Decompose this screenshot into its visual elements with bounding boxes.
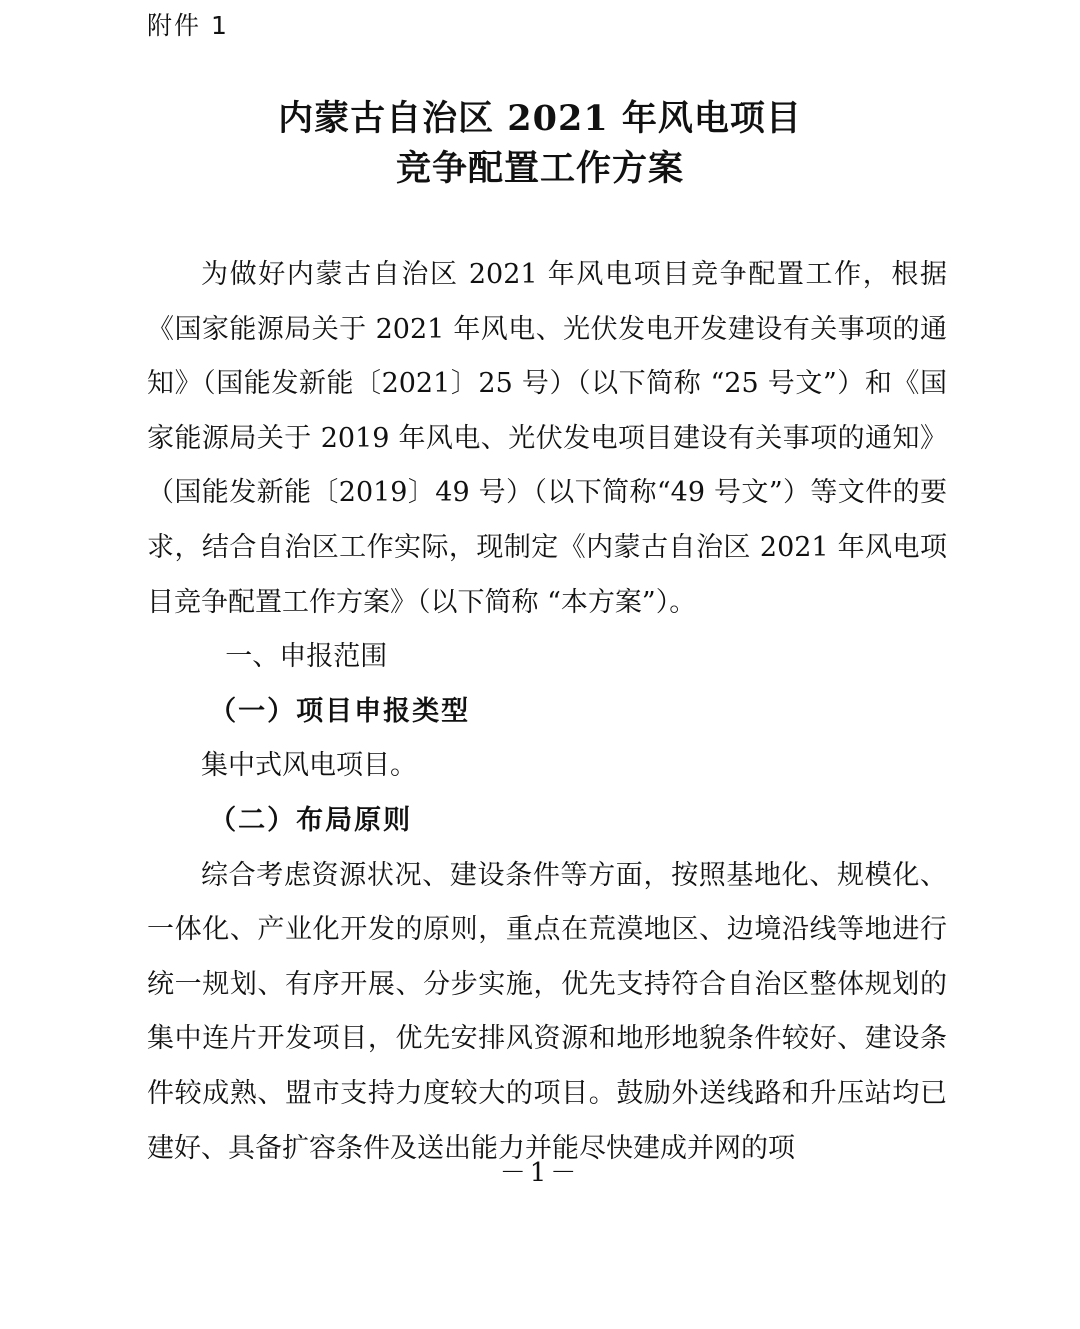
subsection-heading-project-type: （一）项目申报类型 [209,695,471,727]
intro-paragraph: 为做好内蒙古自治区 2021 年风电项目竞争配置工作，根据《国家能源局关于 2021 年风电、光伏发电开发建设有关事项的通知》（国能发新能〔2021〕25 号）（以下简称 “25 号文”）和《国家能源局关于 2019 年风电、光伏发电项目建设有关事项的通知》（国能发新能〔2019〕49 号）（以下简称“49 号文”）等文件的要求，结合自治区工作实际，现制定《内蒙古自治区 2021 年风电项目竞争配置工作方案》（以下简称 “本方案”）。 [147,259,947,618]
document-title-line-2: 竞争配置工作方案 [395,148,684,189]
section-heading-scope: 一、申报范围 [225,641,388,673]
subsection-heading-layout-principle: （二）布局原则 [209,804,413,836]
attachment-label: 附件 1 [147,11,229,40]
layout-principle-paragraph: 综合考虑资源状况、建设条件等方面，按照基地化、规模化、一体化、产业化开发的原则，重点在荒漠地区、边境沿线等地进行统一规划、有序开展、分步实施，优先支持符合自治区整体规划的集中连片开发项目，优先安排风资源和地形地貌条件较好、建设条件较成熟、盟市支持力度较大的项目。鼓励外送线路和升压站均已建好、具备扩容条件及送出能力并能尽快建成并网的项 [147,859,947,1164]
document-body [147,248,947,1176]
page-number: －1－ [499,1158,581,1188]
project-type-paragraph: 集中式风电项目。 [201,750,417,782]
document-title-line-1: 内蒙古自治区 2021 年风电项目 [278,98,802,139]
